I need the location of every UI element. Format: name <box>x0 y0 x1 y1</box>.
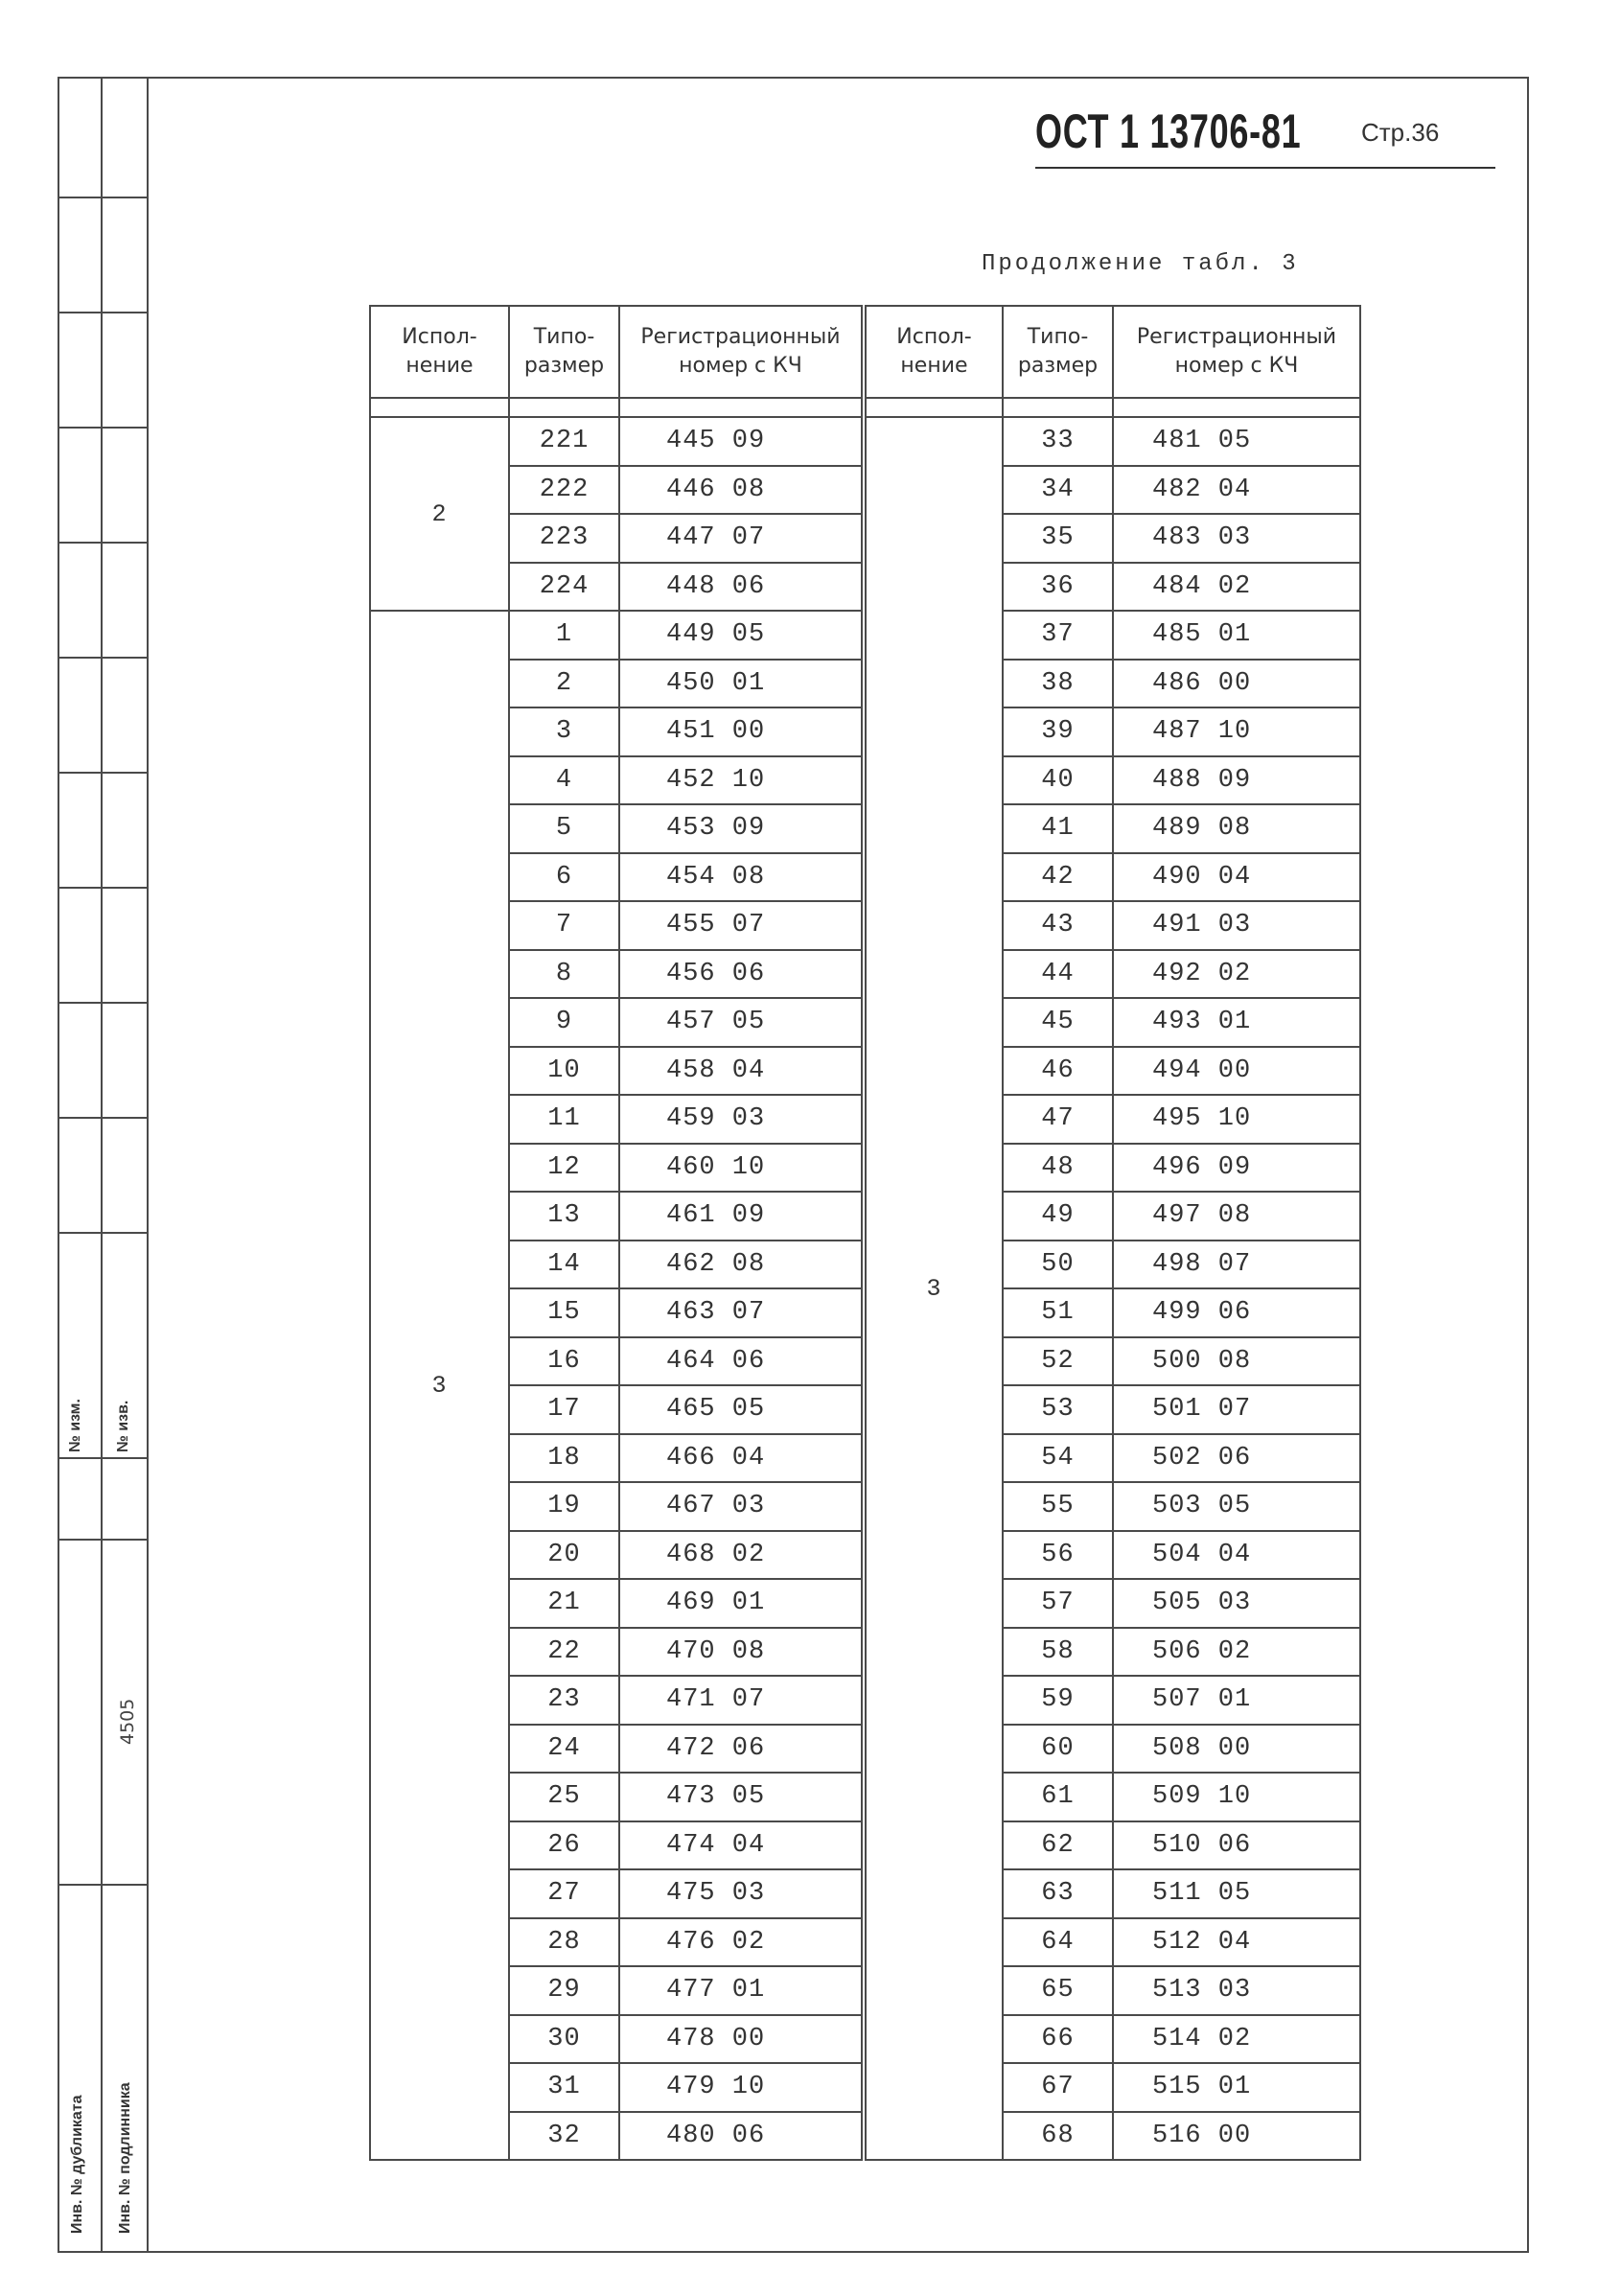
side-label-no-izv: № изв. <box>115 1400 131 1452</box>
registration-table <box>369 305 1361 2161</box>
cell-reg-nomer: 453 09 <box>619 804 864 853</box>
cell-reg-nomer: 485 01 <box>1113 611 1360 660</box>
cell-tiporazmer: 16 <box>509 1337 619 1386</box>
cell-reg-nomer: 477 01 <box>619 1966 864 2015</box>
page-number: Стр.36 <box>1361 118 1440 147</box>
cell-reg-nomer: 467 03 <box>619 1482 864 1531</box>
cell-reg-nomer: 471 07 <box>619 1676 864 1725</box>
cell-tiporazmer: 37 <box>1003 611 1113 660</box>
side-cell-divider <box>58 657 149 659</box>
side-cell-divider <box>58 772 149 774</box>
cell-tiporazmer: 7 <box>509 901 619 950</box>
cell-reg-nomer: 457 05 <box>619 998 864 1047</box>
spacer-cell <box>619 398 864 417</box>
side-stamp-strip <box>58 77 149 2253</box>
cell-tiporazmer: 6 <box>509 853 619 902</box>
cell-reg-nomer: 446 08 <box>619 466 864 515</box>
cell-reg-nomer: 494 00 <box>1113 1047 1360 1096</box>
side-cell-divider <box>58 1002 149 1004</box>
cell-reg-nomer: 512 04 <box>1113 1918 1360 1967</box>
cell-tiporazmer: 8 <box>509 950 619 999</box>
side-strip-divider <box>101 77 103 2253</box>
cell-reg-nomer: 505 03 <box>1113 1579 1360 1628</box>
cell-reg-nomer: 474 04 <box>619 1821 864 1870</box>
cell-reg-nomer: 447 07 <box>619 514 864 563</box>
side-cell-divider <box>58 1457 149 1459</box>
cell-reg-nomer: 476 02 <box>619 1918 864 1967</box>
cell-tiporazmer: 68 <box>1003 2112 1113 2161</box>
cell-tiporazmer: 4 <box>509 756 619 805</box>
cell-tiporazmer: 10 <box>509 1047 619 1096</box>
cell-reg-nomer: 472 06 <box>619 1725 864 1774</box>
cell-ispolnenie: 3 <box>864 417 1003 2160</box>
cell-tiporazmer: 28 <box>509 1918 619 1967</box>
col-header-ispolnenie: Испол- нение <box>370 306 509 398</box>
side-cell-divider <box>58 312 149 313</box>
cell-reg-nomer: 495 10 <box>1113 1095 1360 1144</box>
cell-reg-nomer: 484 02 <box>1113 563 1360 612</box>
cell-tiporazmer: 15 <box>509 1288 619 1337</box>
cell-tiporazmer: 35 <box>1003 514 1113 563</box>
cell-reg-nomer: 456 06 <box>619 950 864 999</box>
cell-tiporazmer: 23 <box>509 1676 619 1725</box>
cell-reg-nomer: 459 03 <box>619 1095 864 1144</box>
cell-reg-nomer: 492 02 <box>1113 950 1360 999</box>
cell-reg-nomer: 460 10 <box>619 1144 864 1193</box>
cell-reg-nomer: 479 10 <box>619 2063 864 2112</box>
cell-tiporazmer: 50 <box>1003 1241 1113 1289</box>
cell-reg-nomer: 469 01 <box>619 1579 864 1628</box>
col-header-tiporazmer: Типо- размер <box>509 306 619 398</box>
cell-tiporazmer: 33 <box>1003 417 1113 466</box>
col-header-reg-nomer: Регистрационный номер с КЧ <box>619 306 864 398</box>
cell-reg-nomer: 497 08 <box>1113 1192 1360 1241</box>
cell-tiporazmer: 29 <box>509 1966 619 2015</box>
cell-tiporazmer: 3 <box>509 707 619 756</box>
cell-tiporazmer: 38 <box>1003 660 1113 708</box>
cell-reg-nomer: 480 06 <box>619 2112 864 2161</box>
side-cell-divider <box>58 1117 149 1119</box>
cell-reg-nomer: 449 05 <box>619 611 864 660</box>
cell-tiporazmer: 27 <box>509 1869 619 1918</box>
cell-tiporazmer: 20 <box>509 1531 619 1580</box>
cell-reg-nomer: 502 06 <box>1113 1434 1360 1483</box>
cell-tiporazmer: 17 <box>509 1385 619 1434</box>
cell-reg-nomer: 513 03 <box>1113 1966 1360 2015</box>
document-header <box>1035 104 1495 169</box>
cell-tiporazmer: 45 <box>1003 998 1113 1047</box>
cell-tiporazmer: 36 <box>1003 563 1113 612</box>
cell-tiporazmer: 49 <box>1003 1192 1113 1241</box>
cell-tiporazmer: 18 <box>509 1434 619 1483</box>
spacer-cell <box>509 398 619 417</box>
col-header-tiporazmer: Типо- размер <box>1003 306 1113 398</box>
cell-reg-nomer: 504 04 <box>1113 1531 1360 1580</box>
cell-reg-nomer: 458 04 <box>619 1047 864 1096</box>
cell-tiporazmer: 44 <box>1003 950 1113 999</box>
table-row <box>370 417 1360 466</box>
cell-reg-nomer: 463 07 <box>619 1288 864 1337</box>
cell-reg-nomer: 483 03 <box>1113 514 1360 563</box>
cell-reg-nomer: 501 07 <box>1113 1385 1360 1434</box>
cell-tiporazmer: 47 <box>1003 1095 1113 1144</box>
side-cell-divider <box>58 197 149 198</box>
cell-reg-nomer: 491 03 <box>1113 901 1360 950</box>
cell-reg-nomer: 481 05 <box>1113 417 1360 466</box>
cell-tiporazmer: 24 <box>509 1725 619 1774</box>
side-cell-divider <box>58 887 149 889</box>
cell-reg-nomer: 511 05 <box>1113 1869 1360 1918</box>
side-label-no-izm: № изм. <box>67 1399 83 1452</box>
cell-reg-nomer: 473 05 <box>619 1773 864 1821</box>
cell-reg-nomer: 452 10 <box>619 756 864 805</box>
cell-reg-nomer: 468 02 <box>619 1531 864 1580</box>
cell-tiporazmer: 39 <box>1003 707 1113 756</box>
cell-tiporazmer: 67 <box>1003 2063 1113 2112</box>
table-caption: Продолжение табл. 3 <box>982 251 1299 277</box>
cell-reg-nomer: 510 06 <box>1113 1821 1360 1870</box>
cell-ispolnenie: 3 <box>370 611 509 2160</box>
col-header-reg-nomer: Регистрационный номер с КЧ <box>1113 306 1360 398</box>
cell-tiporazmer: 62 <box>1003 1821 1113 1870</box>
cell-tiporazmer: 54 <box>1003 1434 1113 1483</box>
cell-tiporazmer: 48 <box>1003 1144 1113 1193</box>
side-cell-divider <box>58 1539 149 1541</box>
cell-tiporazmer: 58 <box>1003 1628 1113 1677</box>
cell-reg-nomer: 464 06 <box>619 1337 864 1386</box>
cell-tiporazmer: 9 <box>509 998 619 1047</box>
table-header-row <box>370 306 1360 398</box>
cell-tiporazmer: 31 <box>509 2063 619 2112</box>
cell-tiporazmer: 30 <box>509 2015 619 2064</box>
cell-tiporazmer: 25 <box>509 1773 619 1821</box>
cell-reg-nomer: 445 09 <box>619 417 864 466</box>
cell-reg-nomer: 478 00 <box>619 2015 864 2064</box>
cell-reg-nomer: 475 03 <box>619 1869 864 1918</box>
cell-tiporazmer: 11 <box>509 1095 619 1144</box>
cell-reg-nomer: 454 08 <box>619 853 864 902</box>
spacer-cell <box>370 398 509 417</box>
side-cell-divider <box>58 1884 149 1886</box>
cell-tiporazmer: 12 <box>509 1144 619 1193</box>
cell-reg-nomer: 496 09 <box>1113 1144 1360 1193</box>
cell-reg-nomer: 462 08 <box>619 1241 864 1289</box>
cell-tiporazmer: 22 <box>509 1628 619 1677</box>
cell-reg-nomer: 482 04 <box>1113 466 1360 515</box>
cell-tiporazmer: 59 <box>1003 1676 1113 1725</box>
cell-tiporazmer: 43 <box>1003 901 1113 950</box>
cell-tiporazmer: 55 <box>1003 1482 1113 1531</box>
cell-tiporazmer: 64 <box>1003 1918 1113 1967</box>
cell-tiporazmer: 53 <box>1003 1385 1113 1434</box>
cell-reg-nomer: 503 05 <box>1113 1482 1360 1531</box>
cell-tiporazmer: 223 <box>509 514 619 563</box>
cell-reg-nomer: 490 04 <box>1113 853 1360 902</box>
cell-reg-nomer: 507 01 <box>1113 1676 1360 1725</box>
side-cell-divider <box>58 1232 149 1234</box>
cell-tiporazmer: 5 <box>509 804 619 853</box>
document-code: ОСТ 1 13706-81 <box>1035 104 1302 158</box>
cell-reg-nomer: 493 01 <box>1113 998 1360 1047</box>
cell-reg-nomer: 515 01 <box>1113 2063 1360 2112</box>
cell-tiporazmer: 61 <box>1003 1773 1113 1821</box>
cell-tiporazmer: 2 <box>509 660 619 708</box>
cell-reg-nomer: 489 08 <box>1113 804 1360 853</box>
cell-tiporazmer: 41 <box>1003 804 1113 853</box>
spacer-cell <box>864 398 1003 417</box>
cell-reg-nomer: 509 10 <box>1113 1773 1360 1821</box>
cell-reg-nomer: 508 00 <box>1113 1725 1360 1774</box>
cell-reg-nomer: 488 09 <box>1113 756 1360 805</box>
cell-tiporazmer: 42 <box>1003 853 1113 902</box>
cell-reg-nomer: 516 00 <box>1113 2112 1360 2161</box>
cell-tiporazmer: 26 <box>509 1821 619 1870</box>
cell-reg-nomer: 514 02 <box>1113 2015 1360 2064</box>
cell-reg-nomer: 487 10 <box>1113 707 1360 756</box>
cell-tiporazmer: 21 <box>509 1579 619 1628</box>
cell-tiporazmer: 52 <box>1003 1337 1113 1386</box>
side-cell-divider <box>58 427 149 429</box>
cell-tiporazmer: 60 <box>1003 1725 1113 1774</box>
cell-tiporazmer: 34 <box>1003 466 1113 515</box>
cell-tiporazmer: 14 <box>509 1241 619 1289</box>
cell-reg-nomer: 448 06 <box>619 563 864 612</box>
cell-reg-nomer: 486 00 <box>1113 660 1360 708</box>
cell-reg-nomer: 455 07 <box>619 901 864 950</box>
cell-ispolnenie: 2 <box>370 417 509 611</box>
cell-reg-nomer: 498 07 <box>1113 1241 1360 1289</box>
cell-reg-nomer: 506 02 <box>1113 1628 1360 1677</box>
cell-reg-nomer: 466 04 <box>619 1434 864 1483</box>
cell-reg-nomer: 499 06 <box>1113 1288 1360 1337</box>
cell-tiporazmer: 51 <box>1003 1288 1113 1337</box>
cell-reg-nomer: 470 08 <box>619 1628 864 1677</box>
cell-reg-nomer: 465 05 <box>619 1385 864 1434</box>
cell-reg-nomer: 500 08 <box>1113 1337 1360 1386</box>
cell-tiporazmer: 66 <box>1003 2015 1113 2064</box>
side-label-inv-dubl: Инв. № дубликата <box>69 2095 85 2234</box>
side-label-inv-podl: Инв. № подлинника <box>117 2082 133 2234</box>
cell-tiporazmer: 65 <box>1003 1966 1113 2015</box>
side-cell-divider <box>58 542 149 544</box>
cell-tiporazmer: 46 <box>1003 1047 1113 1096</box>
cell-tiporazmer: 222 <box>509 466 619 515</box>
cell-reg-nomer: 461 09 <box>619 1192 864 1241</box>
spacer-cell <box>1113 398 1360 417</box>
cell-tiporazmer: 32 <box>509 2112 619 2161</box>
table-spacer-row <box>370 398 1360 417</box>
side-inventory-number: 4505 <box>117 1698 138 1745</box>
cell-tiporazmer: 56 <box>1003 1531 1113 1580</box>
cell-tiporazmer: 63 <box>1003 1869 1113 1918</box>
cell-tiporazmer: 40 <box>1003 756 1113 805</box>
cell-reg-nomer: 451 00 <box>619 707 864 756</box>
cell-tiporazmer: 224 <box>509 563 619 612</box>
spacer-cell <box>1003 398 1113 417</box>
cell-tiporazmer: 221 <box>509 417 619 466</box>
col-header-ispolnenie: Испол- нение <box>864 306 1003 398</box>
cell-tiporazmer: 57 <box>1003 1579 1113 1628</box>
cell-reg-nomer: 450 01 <box>619 660 864 708</box>
cell-tiporazmer: 1 <box>509 611 619 660</box>
cell-tiporazmer: 13 <box>509 1192 619 1241</box>
cell-tiporazmer: 19 <box>509 1482 619 1531</box>
